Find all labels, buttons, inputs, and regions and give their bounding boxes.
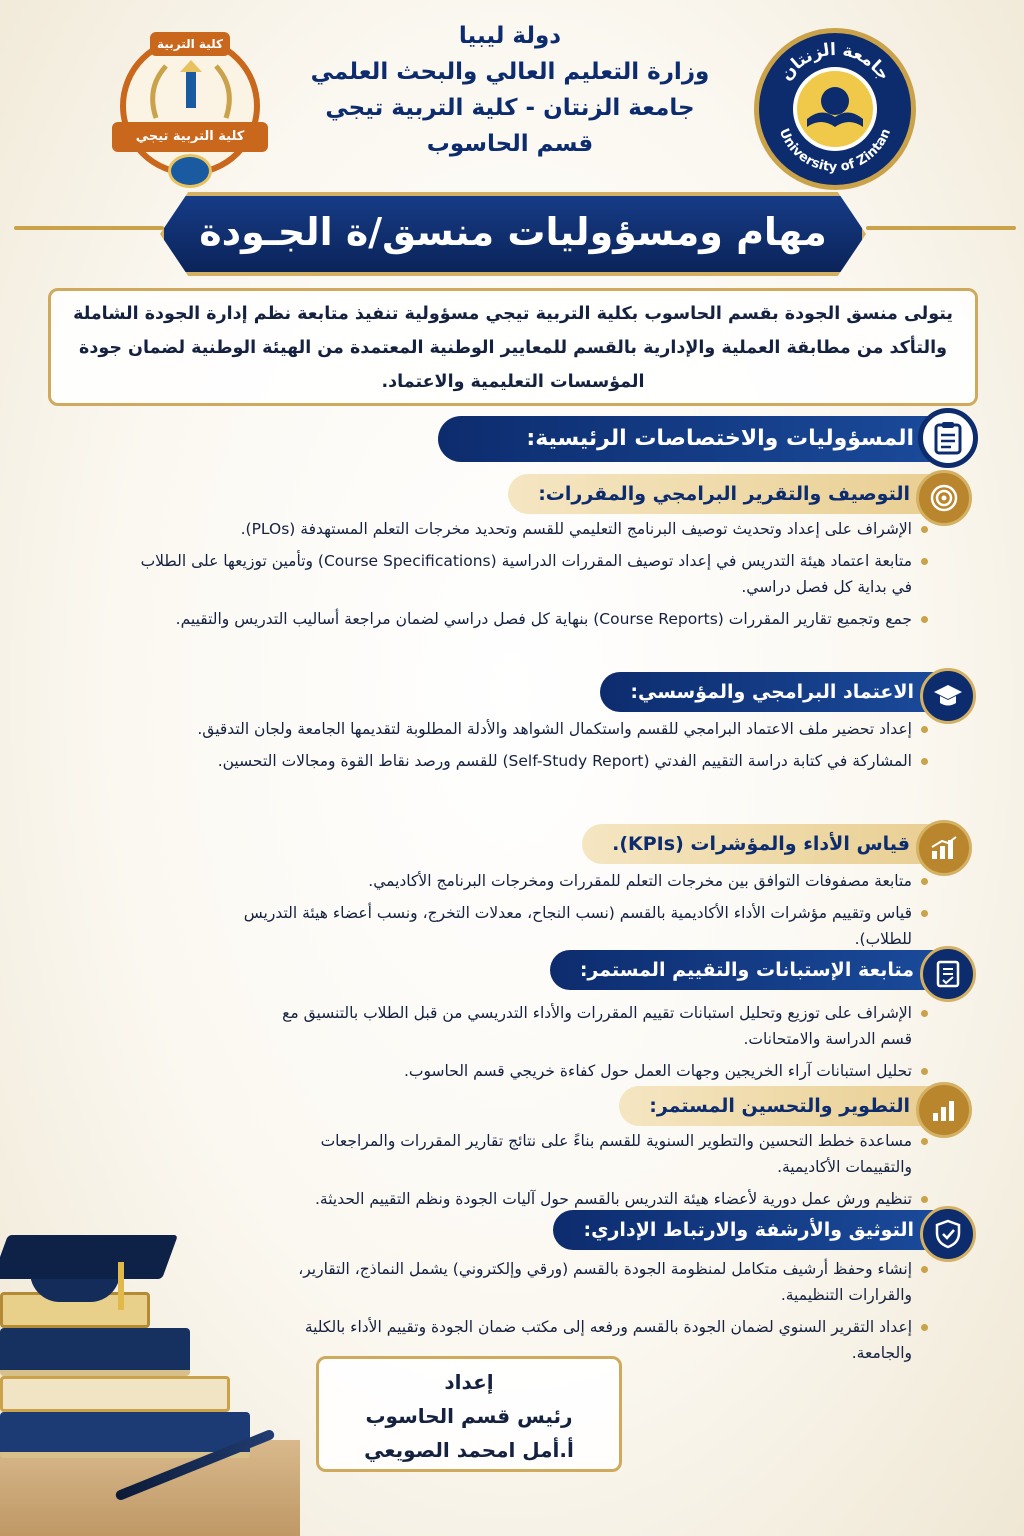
- header-university: جامعة الزنتان - كلية التربية تيجي: [325, 95, 695, 121]
- list-item: مساعدة خطط التحسين والتطوير السنوية للقسم بناءً على نتائج تقارير المقررات والمراجعات والتقييمات الأكاديمية.: [250, 1128, 930, 1180]
- section-heading-label: متابعة الإستبانات والتقييم المستمر:: [550, 950, 936, 990]
- book-illustration: [0, 1412, 250, 1458]
- header-ministry: وزارة التعليم العالي والبحث العلمي: [310, 59, 710, 85]
- list-item: تنظيم ورش عمل دورية لأعضاء هيئة التدريس بالقسم حول آليات الجودة ونظم التقييم الحديثة.: [250, 1186, 930, 1212]
- college-logo-top-label: كلية التربية: [150, 32, 230, 56]
- intro-box: [48, 288, 978, 406]
- college-logo: [106, 30, 274, 190]
- header: [300, 18, 720, 162]
- svg-text:جامعة الزنتان: جامعة الزنتان: [776, 39, 894, 85]
- section-list-improvement: [250, 1128, 930, 1218]
- section-heading-improvement: [622, 1082, 972, 1130]
- shield-check-icon: [920, 1206, 976, 1262]
- page-title: مهام ومسؤوليات منسق/ة الجـودة: [199, 210, 827, 254]
- list-item: قياس وتقييم مؤشرات الأداء الأكاديمية بالقسم (نسب النجاح، معدلات التخرج، ونسب أعضاء هيئة التدريس للطلاب).: [240, 900, 930, 952]
- title-flourish-left: [14, 226, 164, 230]
- signature-name: أ.أمل امحمد الصويعي: [364, 1438, 574, 1462]
- college-emblem-icon: [168, 154, 212, 188]
- prepared-by-label: إعداد: [444, 1370, 494, 1394]
- section-heading-label: قياس الأداء والمؤشرات (KPIs).: [582, 824, 932, 864]
- title-banner: [160, 192, 866, 276]
- section-heading-label: التوصيف والتقرير البرامجي والمقررات:: [508, 474, 932, 514]
- survey-icon: [920, 946, 976, 1002]
- section-heading-label: التطوير والتحسين المستمر:: [619, 1086, 932, 1126]
- section-heading-documentation: [548, 1206, 976, 1254]
- title-flourish-right: [866, 226, 1016, 230]
- section-list-surveys: [260, 1000, 930, 1090]
- signature-role: رئيس قسم الحاسوب: [365, 1404, 573, 1428]
- section-heading-course-specs: [488, 470, 972, 518]
- university-logo: [754, 28, 916, 190]
- book-emblem-icon: [793, 67, 877, 151]
- list-item: متابعة مصفوفات التوافق بين مخرجات التعلم للمقررات ومخرجات البرنامج الأكاديمي.: [240, 868, 930, 894]
- section-heading-kpis: [562, 820, 972, 868]
- clipboard-icon: [918, 408, 978, 468]
- laurel-torch-icon: [146, 58, 236, 122]
- section-heading-accreditation: [570, 668, 976, 716]
- signature-box: [316, 1356, 622, 1472]
- list-item: الإشراف على توزيع وتحليل استبانات تقييم المقررات والأداء التدريسي من قبل الطلاب بالتنسيق مع قسم الدراسة والامتحانات.: [260, 1000, 930, 1052]
- section-list-kpis: [240, 868, 930, 958]
- main-heading: [438, 414, 978, 464]
- college-logo-banner: كلية التربية تيجي: [112, 122, 268, 152]
- section-list-documentation: [290, 1256, 930, 1372]
- list-item: إنشاء وحفظ أرشيف متكامل لمنظومة الجودة بالقسم (ورقي وإلكتروني) يشمل النماذج، التقارير، والقرارات التنظيمية.: [290, 1256, 930, 1308]
- graduation-cap-illustration: [0, 1235, 178, 1279]
- list-item: تحليل استبانات آراء الخريجين وجهات العمل حول كفاءة خريجي قسم الحاسوب.: [260, 1058, 930, 1084]
- section-heading-surveys: [548, 946, 976, 994]
- cap-tassel: [118, 1262, 124, 1310]
- header-country: دولة ليبيا: [458, 23, 562, 49]
- list-item: المشاركة في كتابة دراسة التقييم الفدتي (Self-Study Report) للقسم ورصد نقاط القوة ومجالات التحسين.: [170, 748, 930, 774]
- section-heading-label: الاعتماد البرامجي والمؤسسي:: [600, 672, 936, 712]
- book-illustration: [0, 1376, 230, 1412]
- list-item: إعداد تحضير ملف الاعتماد البرامجي للقسم واستكمال الشواهد والأدلة المطلوبة لتقديمها الجامعة ولجان التدقيق.: [170, 716, 930, 742]
- section-heading-label: التوثيق والأرشفة والارتباط الإداري:: [553, 1210, 936, 1250]
- list-item: إعداد التقرير السنوي لضمان الجودة بالقسم ورفعه إلى مكتب ضمان الجودة وتقييم الأداء بالكلية والجامعة.: [290, 1314, 930, 1366]
- header-department: قسم الحاسوب: [426, 131, 594, 157]
- list-item: متابعة اعتماد هيئة التدريس في إعداد توصيف المقررات الدراسية (Course Specifications) وتأمين توزيعها على الطلاب في بداية كل فصل دراسي.: [140, 548, 930, 600]
- intro-text: يتولى منسق الجودة بقسم الحاسوب بكلية التربية تيجي مسؤولية تنفيذ متابعة نظم إدارة الجودة الشاملة والتأكد من مطابقة العملية والإدارية بالقسم للمعايير الوطنية المعتمدة من الهيئة الوطنية لضمان جودة المؤسسات التعليمية والاعتماد.: [73, 304, 953, 392]
- book-illustration: [0, 1328, 190, 1376]
- svg-text:University of Zintan: University of Zintan: [775, 126, 895, 176]
- list-item: جمع وتجميع تقارير المقررات (Course Reports) بنهاية كل فصل دراسي لضمان مراجعة أساليب التدريس والتقييم.: [140, 606, 930, 632]
- section-list-course-specs: [140, 516, 930, 638]
- section-list-accreditation: [170, 716, 930, 780]
- list-item: الإشراف على إعداد وتحديث توصيف البرنامج التعليمي للقسم وتحديد مخرجات التعلم المستهدفة (PLOs).: [140, 516, 930, 542]
- main-heading-label: المسؤوليات والاختصاصات الرئيسية:: [438, 416, 938, 462]
